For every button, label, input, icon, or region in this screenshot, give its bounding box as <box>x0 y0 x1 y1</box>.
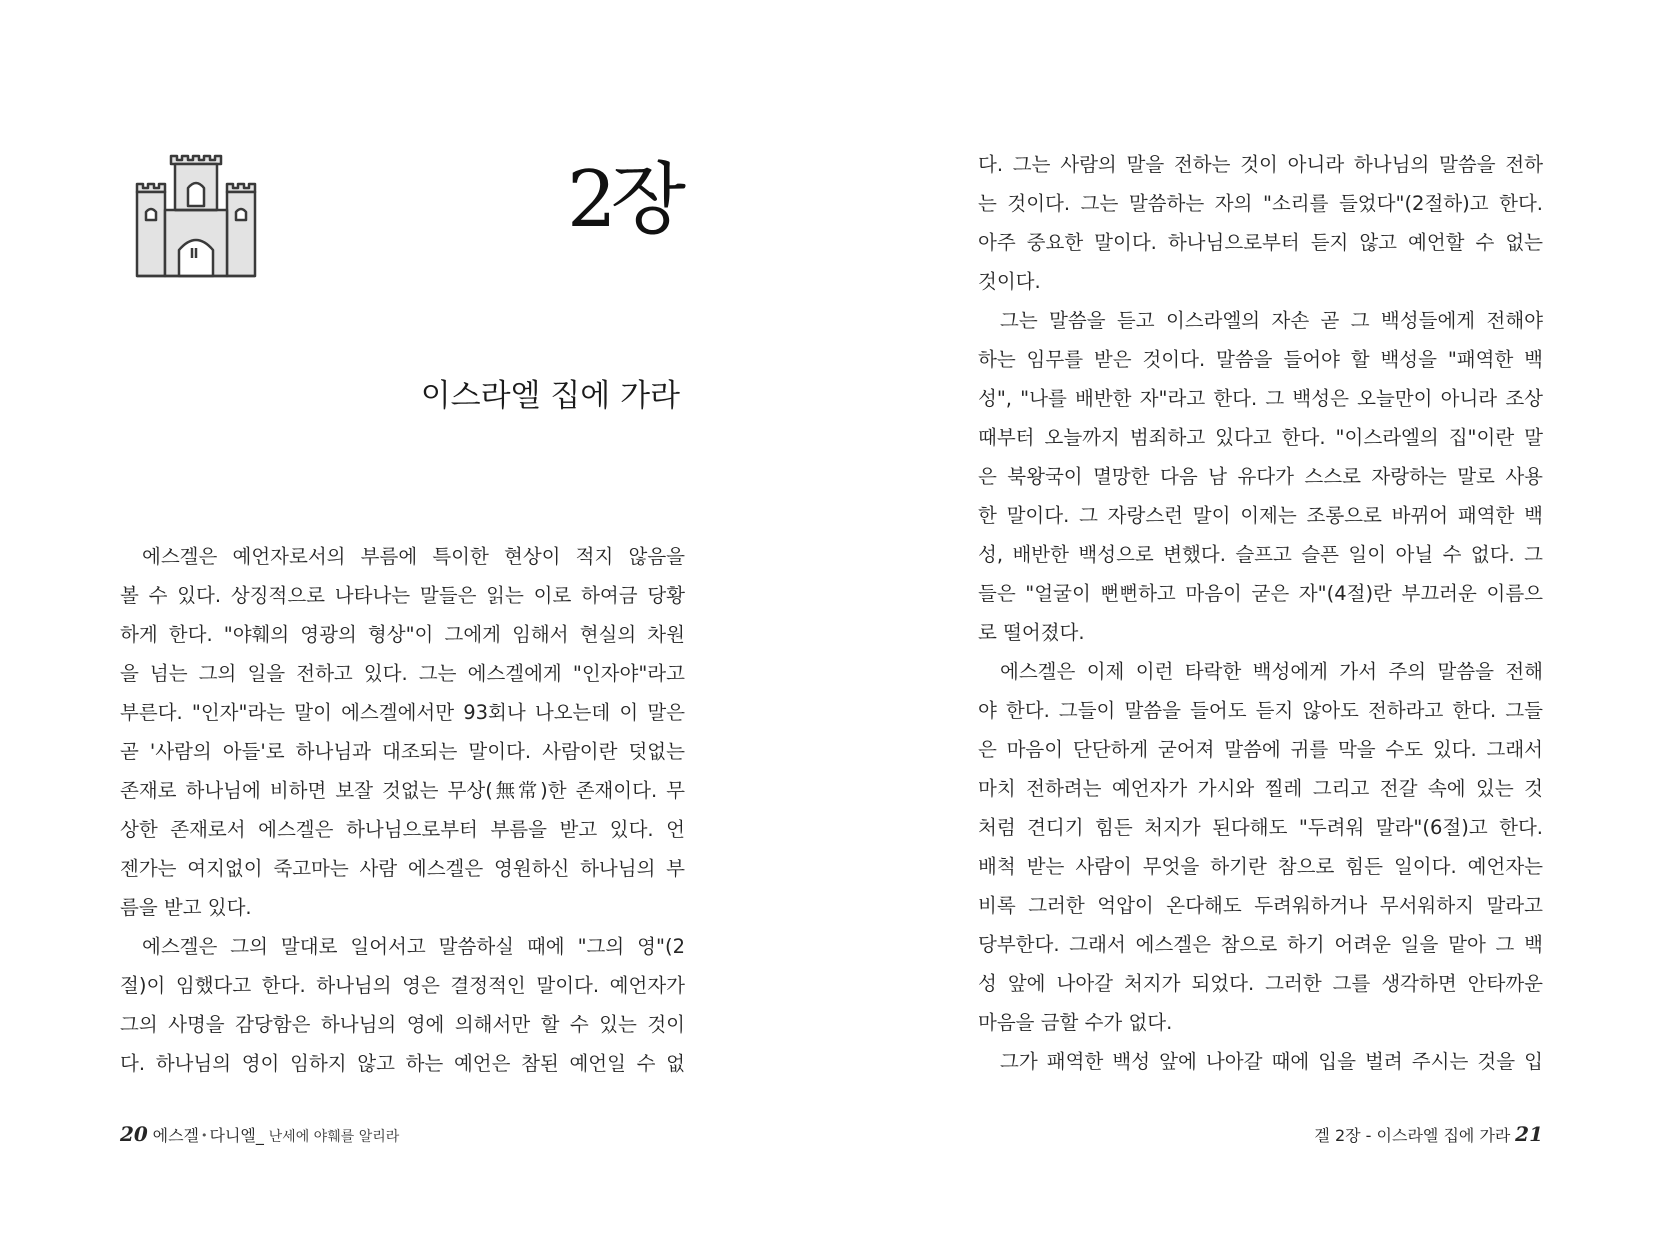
book-title-second: 다니엘_ <box>209 1126 264 1145</box>
page-number: 21 <box>1515 1122 1543 1146</box>
text-line: 에스겔은 이제 이런 타락한 백성에게 가서 주의 말씀을 전해 <box>1000 660 1543 683</box>
text-line: 절)이 임했다고 한다. 하나님의 영은 결정적인 말이다. 예언자가 <box>120 974 685 997</box>
text-line: 하게 한다. "야훼의 영광의 형상"이 그에게 임해서 현실의 차원 <box>120 623 685 646</box>
text-line: 마음을 금할 수가 없다. <box>978 1011 1173 1034</box>
text-line: 은 북왕국이 멸망한 다음 남 유다가 스스로 자랑하는 말로 사용 <box>978 465 1543 488</box>
text-line: 곧 '사람의 아들'로 하나님과 대조되는 말이다. 사람이란 덧없는 <box>120 740 685 763</box>
text-line: 에스겔은 그의 말대로 일어서고 말씀하실 때에 "그의 영"(2 <box>142 935 685 958</box>
text-line: 름을 받고 있다. <box>120 896 252 919</box>
text-line: 야 한다. 그들이 말씀을 들어도 듣지 않아도 전하라고 한다. 그들 <box>978 699 1543 722</box>
text-line: 다. 하나님의 영이 임하지 않고 하는 예언은 참된 예언일 수 없 <box>120 1052 685 1075</box>
book-title: 에스겔 <box>152 1126 199 1145</box>
text-line: 비록 그러한 억압이 온다해도 두려워하거나 무서워하지 말라고 <box>978 894 1543 917</box>
text-line: 처럼 견디기 힘든 처지가 된다해도 "두려워 말라"(6절)고 한다. <box>978 816 1543 839</box>
text-line: 그가 패역한 백성 앞에 나아갈 때에 입을 벌려 주시는 것을 입 <box>1000 1050 1543 1073</box>
text-line: 마치 전하려는 예언자가 가시와 찔레 그리고 전갈 속에 있는 것 <box>978 777 1543 800</box>
text-line: 는 것이다. 그는 말씀하는 자의 "소리를 들었다"(2절하)고 한다. <box>978 192 1543 215</box>
text-line: 때부터 오늘까지 범죄하고 있다고 한다. "이스라엘의 집"이란 말 <box>978 426 1543 449</box>
text-line: 당부한다. 그래서 에스겔은 참으로 하기 어려운 일을 맡아 그 백 <box>978 933 1543 956</box>
text-line: 그의 사명을 감당함은 하나님의 영에 의해서만 할 수 있는 것이 <box>120 1013 685 1036</box>
running-head: 겔 2장 - 이스라엘 집에 가라 <box>1314 1126 1511 1145</box>
text-line: 성 앞에 나아갈 처지가 되었다. 그러한 그를 생각하면 안타까운 <box>978 972 1543 995</box>
text-line: 배척 받는 사람이 무엇을 하기란 참으로 힘든 일이다. 예언자는 <box>978 855 1543 878</box>
chapter-number: 2장 <box>567 155 680 245</box>
text-line: 에스겔은 예언자로서의 부름에 특이한 현상이 적지 않음을 <box>142 545 685 568</box>
castle-icon <box>135 154 257 278</box>
text-line: 상한 존재로서 에스겔은 하나님으로부터 부름을 받고 있다. 언 <box>120 818 685 841</box>
text-line: 부른다. "인자"라는 말이 에스겔에서만 93회나 나오는데 이 말은 <box>120 701 685 724</box>
text-line: 젠가는 여지없이 죽고마는 사람 에스겔은 영원하신 하나님의 부 <box>120 857 685 880</box>
text-line: 아주 중요한 말이다. 하나님으로부터 듣지 않고 예언할 수 없는 <box>978 231 1543 254</box>
left-body-text <box>120 537 685 1083</box>
text-line: 하는 임무를 받은 것이다. 말씀을 들어야 할 백성을 "패역한 백 <box>978 348 1543 371</box>
text-line: 성", "나를 배반한 자"라고 한다. 그 백성은 오늘만이 아니라 조상 <box>978 387 1543 410</box>
text-line: 은 마음이 단단하게 굳어져 말씀에 귀를 막을 수도 있다. 그래서 <box>978 738 1543 761</box>
right-page <box>830 0 1661 1259</box>
right-footer <box>1314 1120 1543 1150</box>
text-line: 존재로 하나님에 비하면 보잘 것없는 무상(無常)한 존재이다. 무 <box>120 779 685 802</box>
left-footer <box>120 1120 399 1152</box>
text-line: 그는 말씀을 듣고 이스라엘의 자손 곧 그 백성들에게 전해야 <box>1000 309 1543 332</box>
text-line: 들은 "얼굴이 뻔뻔하고 마음이 굳은 자"(4절)란 부끄러운 이름으 <box>978 582 1543 605</box>
text-line: 것이다. <box>978 270 1041 293</box>
chapter-title: 이스라엘 집에 가라 <box>420 378 680 414</box>
text-line: 다. 그는 사람의 말을 전하는 것이 아니라 하나님의 말씀을 전하 <box>978 153 1543 176</box>
text-line: 을 넘는 그의 일을 전하고 있다. 그는 에스겔에게 "인자야"라고 <box>120 662 685 685</box>
page-number: 20 <box>120 1122 148 1146</box>
left-page <box>0 0 830 1259</box>
right-body-text <box>978 145 1543 1081</box>
text-line: 성, 배반한 백성으로 변했다. 슬프고 슬픈 일이 아닐 수 없다. 그 <box>978 543 1543 566</box>
text-line: 볼 수 있다. 상징적으로 나타나는 말들은 읽는 이로 하여금 당황 <box>120 584 685 607</box>
book-subtitle: 난세에 야훼를 알리라 <box>268 1129 400 1145</box>
bullet-separator: • <box>201 1129 208 1142</box>
text-line: 한 말이다. 그 자랑스런 말이 이제는 조롱으로 바뀌어 패역한 백 <box>978 504 1543 527</box>
text-line: 로 떨어졌다. <box>978 621 1085 644</box>
